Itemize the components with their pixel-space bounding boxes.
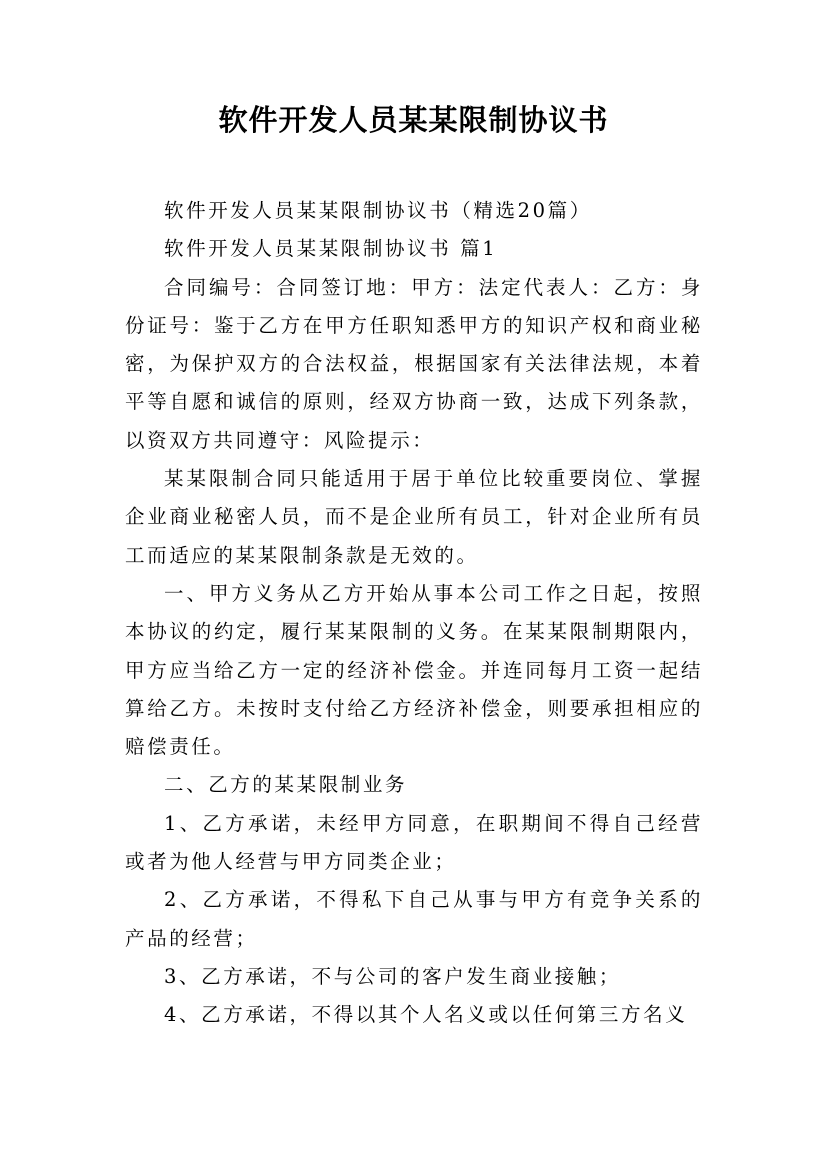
paragraph-preamble: 合同编号：合同签订地：甲方：法定代表人：乙方：身份证号：鉴于乙方在甲方任职知悉甲方的知识产权和商业秘密，为保护双方的合法权益，根据国家有关法律法规，本着平等自愿和诚信的原则，经双方协商一致，达成下列条款，以资双方共同遵守：风险提示：	[125, 275, 703, 452]
paragraph-clause-1: 一、甲方义务从乙方开始从事本公司工作之日起，按照本协议的约定，履行某某限制的义务。在某某限制期限内，甲方应当给乙方一定的经济补偿金。并连同每月工资一起结算给乙方。未按时支付给乙方经济补偿金，则要承担相应的赔偿责任。	[125, 581, 703, 759]
document-title: 软件开发人员某某限制协议书	[218, 103, 609, 137]
document-body	[125, 192, 703, 1035]
paragraph-clause-2-heading: 二、乙方的某某限制业务	[164, 773, 408, 797]
paragraph-item-1: 1、乙方承诺，未经甲方同意，在职期间不得自己经营或者为他人经营与甲方同类企业；	[125, 811, 703, 874]
paragraph-item-3: 3、乙方承诺，不与公司的客户发生商业接触；	[164, 964, 622, 988]
paragraph-section-heading: 软件开发人员某某限制协议书 篇1	[164, 237, 498, 261]
paragraph-risk-note: 某某限制合同只能适用于居于单位比较重要岗位、掌握企业商业秘密人员，而不是企业所有员工，针对企业所有员工而适应的某某限制条款是无效的。	[125, 467, 703, 567]
paragraph-subtitle: 软件开发人员某某限制协议书（精选20篇）	[164, 199, 592, 222]
paragraph-item-4: 4、乙方承诺，不得以其个人名义或以任何第三方名义	[164, 1003, 688, 1027]
paragraph-item-2: 2、乙方承诺，不得私下自己从事与甲方有竞争关系的产品的经营；	[125, 888, 703, 950]
